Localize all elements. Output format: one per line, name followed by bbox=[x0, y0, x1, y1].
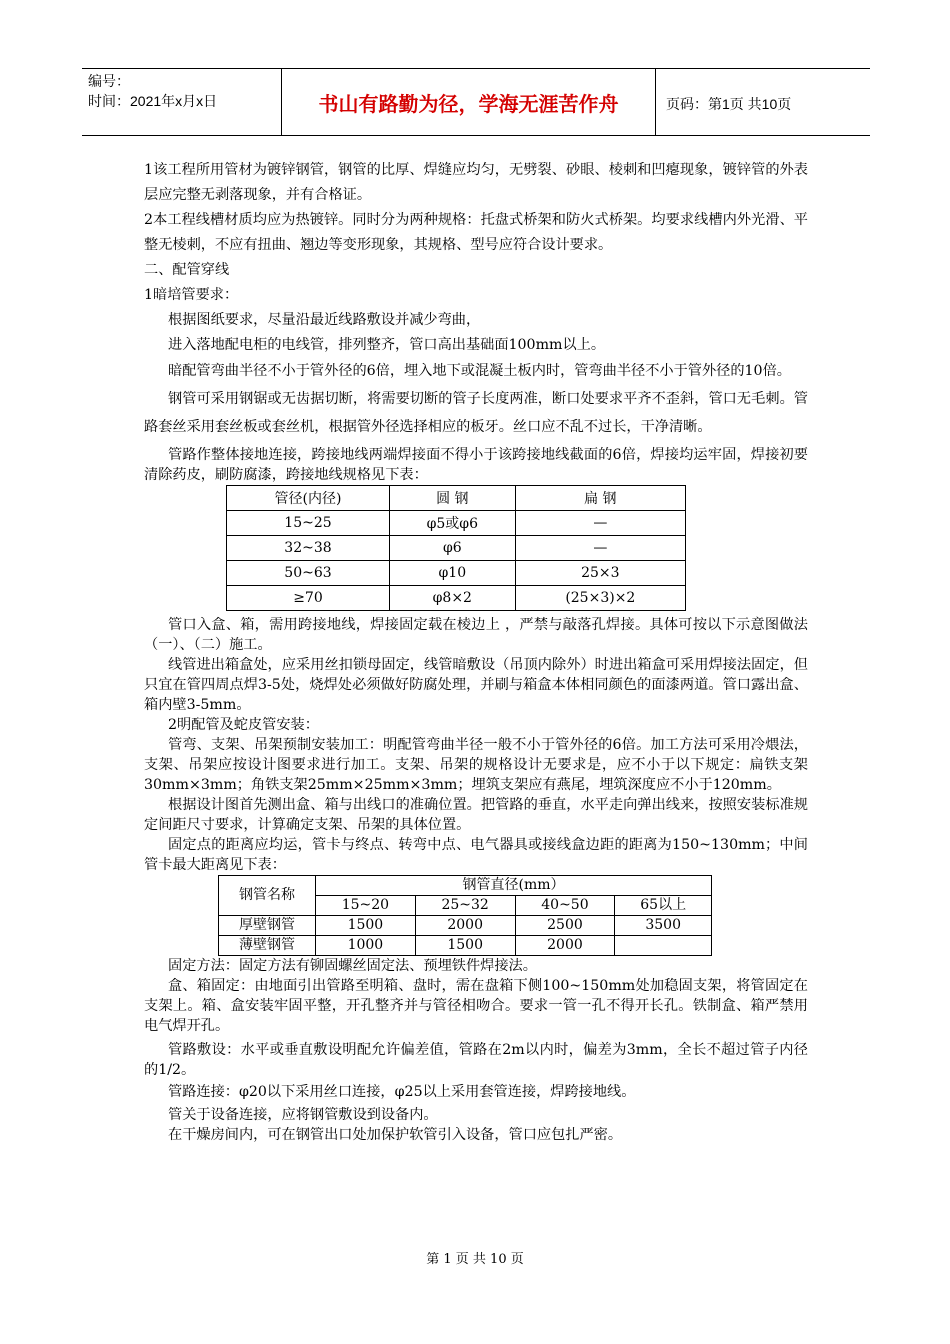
paragraph: 1该工程所用管材为镀锌钢管，钢管的比厚、焊缝应均匀，无劈裂、砂眼、棱刺和凹瘪现象，镀锌管的外表层应完整无剥落现象，并有合格证。 bbox=[144, 162, 808, 203]
pipe-clamp-distance-table bbox=[218, 875, 712, 956]
table-header-cell: 圆 钢 bbox=[389, 486, 515, 511]
paragraph: 进入落地配电柜的电线管，排列整齐，管口高出基础面100mm以上。 bbox=[168, 337, 606, 353]
grounding-wire-table bbox=[226, 485, 686, 611]
subsection-heading: 1暗培管要求： bbox=[144, 287, 239, 303]
table-cell: φ8×2 bbox=[389, 586, 515, 611]
paragraph: 固定点的距离应均运，管卡与终点、转弯中点、电气器具或接线盒边距的距离为150~130mm；中间管卡最大距离见下表： bbox=[144, 837, 808, 873]
table-cell: φ5或φ6 bbox=[389, 511, 515, 536]
page-footer: 第 1 页 共 10 页 bbox=[426, 1252, 524, 1267]
section-heading: 二、配管穿线 bbox=[144, 262, 230, 278]
table-cell: 15~25 bbox=[227, 511, 390, 536]
table-cell: 厚壁钢管 bbox=[219, 916, 316, 936]
header-left bbox=[88, 71, 278, 111]
page-header bbox=[82, 68, 870, 136]
paragraph: 钢管可采用钢锯或无齿据切断，将需要切断的管子长度两准，断口处要求平齐不歪斜，管口无毛刺。管路套丝采用套丝板或套丝机，根据管外径选择相应的板牙。丝口应不乱不过长，干净清晰。 bbox=[144, 391, 808, 435]
table-cell: — bbox=[515, 511, 685, 536]
document-number: 编号： bbox=[88, 73, 130, 89]
header-motto: 书山有路勤为径，学海无涯苦作舟 bbox=[318, 92, 619, 116]
table-cell: 3500 bbox=[615, 916, 712, 936]
paragraph: 管路作整体接地连接，跨接地线两端焊接面不得小于该跨接地线截面的6倍，焊接均运牢固，焊接初要清除药皮，刷防腐漆，跨接地线规格见下表： bbox=[144, 447, 808, 483]
table-header-cell: 扁 钢 bbox=[515, 486, 685, 511]
paragraph: 固定方法：固定方法有铆固螺丝固定法、预埋铁件焊接法。 bbox=[168, 958, 537, 974]
table-cell: ≥70 bbox=[227, 586, 390, 611]
document-date: 时间：2021年x月x日 bbox=[88, 93, 218, 109]
table-header-cell: 65以上 bbox=[615, 896, 712, 916]
paragraph: 管路连接：φ20以下采用丝口连接，φ25以上采用套管连接，焊跨接地线。 bbox=[168, 1084, 636, 1100]
table-cell: 50~63 bbox=[227, 561, 390, 586]
header-divider bbox=[655, 69, 656, 135]
table-row bbox=[227, 511, 686, 536]
table-cell: 2000 bbox=[515, 936, 615, 956]
table-cell: φ6 bbox=[389, 536, 515, 561]
table-cell: 1500 bbox=[415, 936, 515, 956]
paragraph: 盒、箱固定：由地面引出管路至明箱、盘时，需在盘箱下侧100~150mm处加稳固支架，将管固定在支架上。箱、盒安装牢固平整，开孔整齐并与管径相吻合。要求一管一孔不得开长孔。铁制盒、箱严禁用电气焊开孔。 bbox=[144, 978, 808, 1034]
table-cell: 32~38 bbox=[227, 536, 390, 561]
document-body bbox=[144, 158, 808, 1145]
table-cell: φ10 bbox=[389, 561, 515, 586]
paragraph: 暗配管弯曲半径不小于管外径的6倍，埋入地下或混凝土板内时，管弯曲半径不小于管外径的10倍。 bbox=[168, 363, 791, 379]
paragraph: 管路敷设：水平或垂直敷设明配允许偏差值，管路在2m以内时，偏差为3mm，全长不超过管子内径的1/2。 bbox=[144, 1042, 808, 1078]
paragraph: 管弯、支架、吊架预制安装加工：明配管弯曲半径一般不小于管外径的6倍。加工方法可采用冷煨法，支架、吊架应按设计图要求进行加工。支架、吊架的规格设计无要求是，应不小于以下规定：扁铁支架30mm×3mm；角铁支架25mm×25mm×3mm；埋筑支架应有燕尾，埋筑深度应不小于120mm。 bbox=[144, 737, 808, 793]
paragraph: 线管进出箱盒处，应采用丝扣锁母固定，线管暗敷设（吊顶内除外）时进出箱盒可采用焊接法固定，但只宜在管四周点焊3-5处，烧焊处必须做好防腐处理，并刷与箱盒本体相同颜色的面漆两道。管口露出盒、箱内壁3-5mm。 bbox=[144, 657, 808, 713]
table-row bbox=[227, 536, 686, 561]
table-cell: 25×3 bbox=[515, 561, 685, 586]
table-cell: (25×3)×2 bbox=[515, 586, 685, 611]
table-header-row bbox=[227, 486, 686, 511]
paragraph: 根据设计图首先测出盒、箱与出线口的准确位置。把管路的垂直，水平走向弹出线来，按照安装标准规定间距尺寸要求，计算确定支架、吊架的具体位置。 bbox=[144, 797, 808, 833]
table-header-cell: 钢管直径(mm） bbox=[316, 876, 712, 896]
subsection-heading: 2明配管及蛇皮管安装： bbox=[168, 717, 319, 733]
table-cell: 1000 bbox=[316, 936, 416, 956]
table-header-cell: 25~32 bbox=[415, 896, 515, 916]
table-row bbox=[219, 936, 712, 956]
paragraph: 在干燥房间内，可在钢管出口处加保护软管引入设备，管口应包扎严密。 bbox=[168, 1127, 623, 1143]
table-row bbox=[227, 561, 686, 586]
paragraph: 根据图纸要求，尽量沿最近线路敷设并减少弯曲， bbox=[168, 312, 481, 328]
table-cell bbox=[615, 936, 712, 956]
paragraph: 2本工程线槽材质均应为热镀锌。同时分为两种规格：托盘式桥架和防火式桥架。均要求线槽内外光滑、平整无棱刺，不应有扭曲、翘边等变形现象，其规格、型号应符合设计要求。 bbox=[144, 212, 808, 253]
table-header-cell: 40~50 bbox=[515, 896, 615, 916]
table-header-row bbox=[219, 876, 712, 896]
table-row bbox=[219, 916, 712, 936]
table-cell: 薄壁钢管 bbox=[219, 936, 316, 956]
table-cell: 1500 bbox=[316, 916, 416, 936]
paragraph: 管口入盒、箱，需用跨接地线，焊接固定载在棱边上 ，严禁与敲落孔焊接。具体可按以下示意图做法（一）、（二）施工。 bbox=[144, 617, 808, 653]
table-cell: 2000 bbox=[415, 916, 515, 936]
table-cell: 2500 bbox=[515, 916, 615, 936]
paragraph: 管关于设备连接，应将钢管敷设到设备内。 bbox=[168, 1107, 438, 1123]
table-header-cell: 15~20 bbox=[316, 896, 416, 916]
header-page-number: 页码：第1页 共10页 bbox=[666, 96, 792, 112]
table-header-cell: 钢管名称 bbox=[219, 876, 316, 916]
table-row bbox=[227, 586, 686, 611]
table-header-cell: 管径(内径) bbox=[227, 486, 390, 511]
table-cell: — bbox=[515, 536, 685, 561]
